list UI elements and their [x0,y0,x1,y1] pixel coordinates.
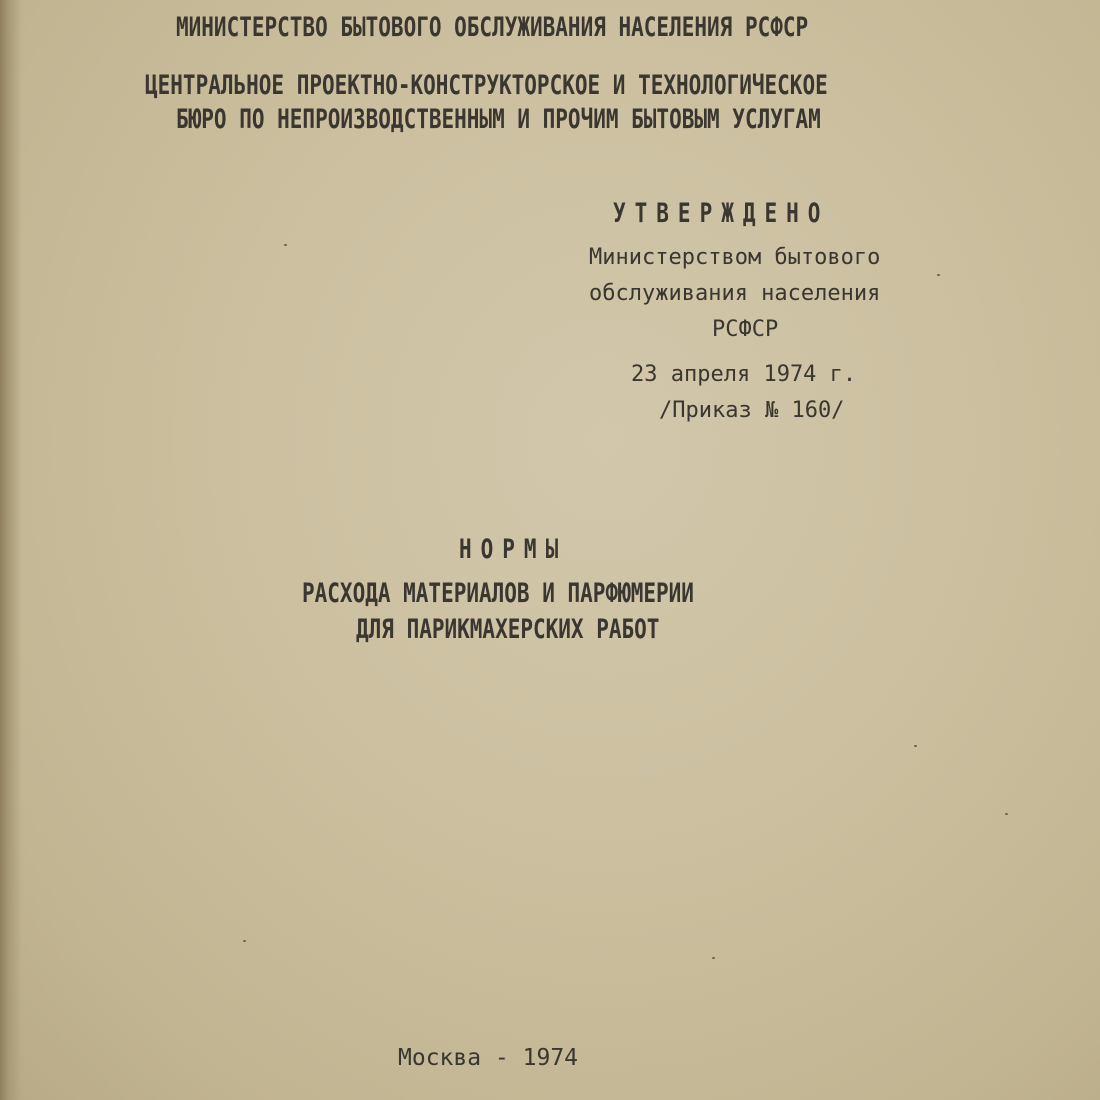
paper-speck [937,274,940,276]
approval-line-2: обслуживания населения [589,281,881,306]
approval-heading: УТВЕРЖДЕНО [613,198,830,228]
approval-line-3: РСФСР [712,317,779,342]
document-title: НОРМЫ [459,534,568,564]
page-binding-edge [0,0,22,1100]
approval-date: 23 апреля 1974 г. [631,362,857,387]
approval-order: /Приказ № 160/ [659,398,845,423]
bureau-line-1: ЦЕНТРАЛЬНОЕ ПРОЕКТНО-КОНСТРУКТОРСКОЕ И ТЕХНОЛОГИЧЕСКОЕ [145,70,828,100]
place-and-year: Москва - 1974 [398,1045,579,1071]
paper-speck [1005,813,1008,815]
document-subtitle-line-1: РАСХОДА МАТЕРИАЛОВ И ПАРФЮМЕРИИ [302,578,694,608]
approval-line-1: Министерством бытового [589,245,881,270]
paper-speck [712,957,715,959]
ministry-header: МИНИСТЕРСТВО БЫТОВОГО ОБСЛУЖИВАНИЯ НАСЕЛЕНИЯ РСФСР [176,12,809,42]
bureau-line-2: БЮРО ПО НЕПРОИЗВОДСТВЕННЫМ И ПРОЧИМ БЫТОВЫМ УСЛУГАМ [176,104,821,134]
document-subtitle-line-2: ДЛЯ ПАРИКМАХЕРСКИХ РАБОТ [356,614,660,644]
paper-speck [914,745,917,747]
paper-speck [243,940,246,942]
paper-speck [284,244,287,246]
